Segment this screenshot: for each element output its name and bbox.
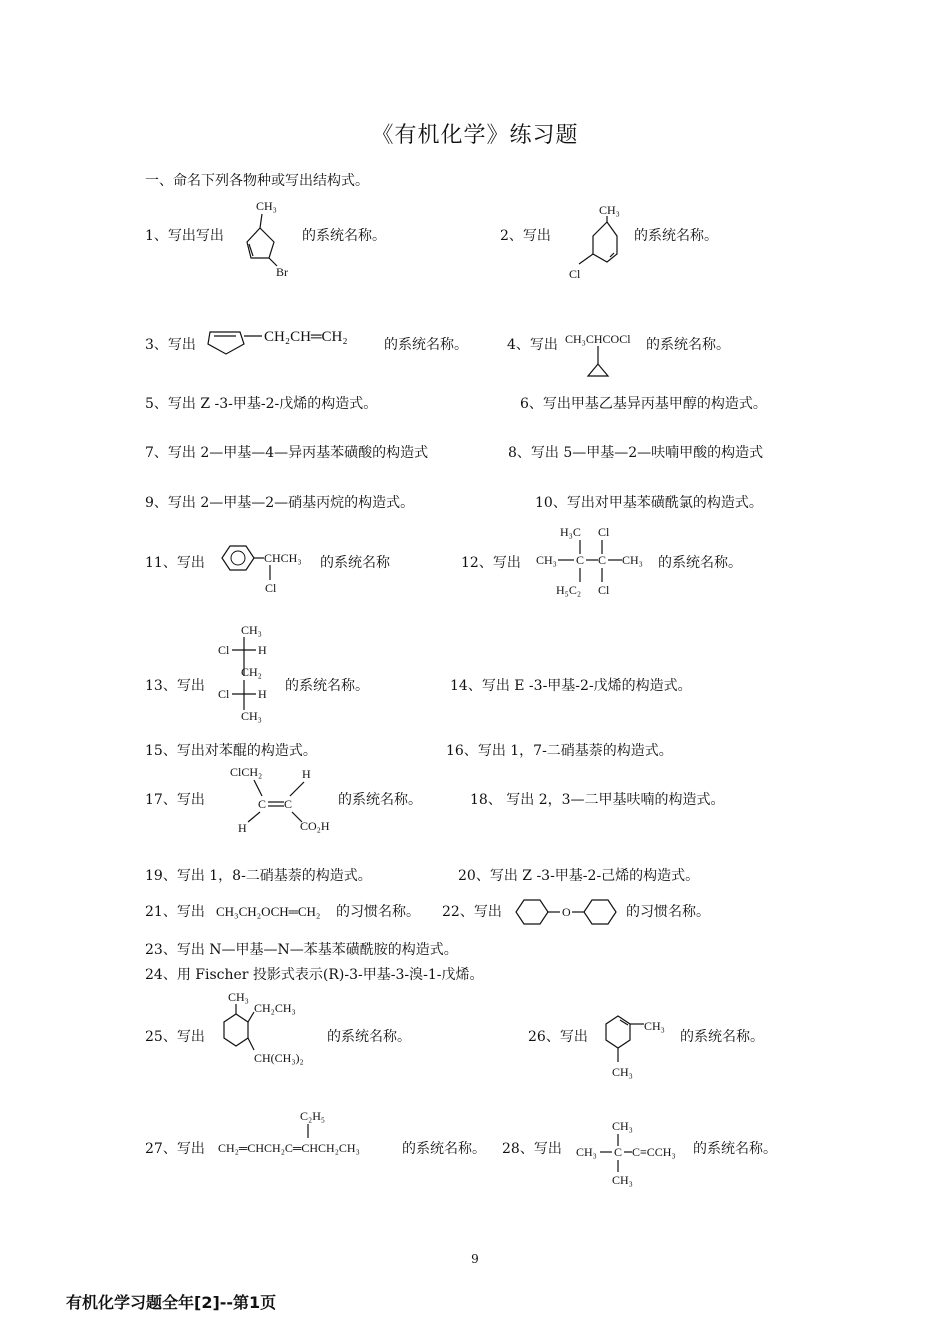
q22-prefix: 22、写出 xyxy=(442,904,502,920)
q28-suffix: 的系统名称。 xyxy=(693,1141,777,1157)
q26-ch3-right-label: CH₃ xyxy=(644,1019,665,1033)
q4-prefix: 4、写出 xyxy=(507,337,558,353)
q13-cl1-label: Cl xyxy=(218,643,230,657)
q4-suffix: 的系统名称。 xyxy=(646,337,730,353)
q17-c2-label: C xyxy=(284,797,293,811)
section-heading: 一、命名下列各物种或写出结构式。 xyxy=(145,173,369,189)
q28-alkyne-label: C≡CCH₃ xyxy=(632,1145,676,1159)
q27-suffix: 的系统名称。 xyxy=(402,1141,486,1157)
q2-ch3-label: CH₃ xyxy=(599,203,620,217)
page-title: 《有机化学》练习题 xyxy=(371,123,579,148)
q13-ch3-top-label: CH₃ xyxy=(241,623,262,637)
q28-alkyne-structure xyxy=(576,1118,686,1188)
q13-h1-label: H xyxy=(258,643,267,657)
q17-h-bottom-label: H xyxy=(238,821,247,835)
q17-c1-label: C xyxy=(258,797,267,811)
q28-ch3-top-label: CH₃ xyxy=(612,1119,633,1133)
q26-cyclohexene-structure xyxy=(598,1010,678,1082)
page-number: 9 xyxy=(471,1252,479,1266)
q12-h3c-label: H₃C xyxy=(560,525,581,539)
q3-prefix: 3、写出 xyxy=(145,337,196,353)
q18-text: 18、 写出 2，3—二甲基呋喃的构造式。 xyxy=(470,792,725,808)
q27-diene-structure xyxy=(218,1106,398,1158)
q23-text: 23、写出 N—甲基—N—苯基苯磺酰胺的构造式。 xyxy=(145,942,458,958)
q3-suffix: 的系统名称。 xyxy=(384,337,468,353)
q16-text: 16、写出 1，7-二硝基萘的构造式。 xyxy=(446,743,673,759)
q12-dichloro-structure xyxy=(536,522,656,602)
q3-chain-label: CH₂CH═CH₂ xyxy=(264,329,348,345)
q27-chain-label: CH₂═CHCH₂C═CHCH₂CH₃ xyxy=(218,1141,360,1155)
q28-ch3-left-label: CH₃ xyxy=(576,1145,597,1159)
q17-alkene-structure xyxy=(230,764,340,836)
q19-text: 19、写出 1，8-二硝基萘的构造式。 xyxy=(145,868,372,884)
q17-prefix: 17、写出 xyxy=(145,792,205,808)
q27-ethyl-label: C₂H₅ xyxy=(300,1109,326,1123)
q26-ch3-bottom-label: CH₃ xyxy=(612,1065,633,1079)
q17-clch2-label: ClCH₂ xyxy=(230,765,263,779)
q1-cyclopentene-structure xyxy=(242,198,302,278)
q25-isopropyl-label: CH(CH₃)₂ xyxy=(254,1051,304,1065)
q12-ch3-left-label: CH₃ xyxy=(536,553,557,567)
q8-text: 8、写出 5—甲基—2—呋喃甲酸的构造式 xyxy=(508,445,764,461)
q25-suffix: 的系统名称。 xyxy=(327,1029,411,1045)
q13-h2-label: H xyxy=(258,687,267,701)
q12-h5c2-label: H₅C₂ xyxy=(556,583,582,597)
q12-cl-bottom-label: Cl xyxy=(598,583,610,597)
q4-formula-label: CH₃CHCOCl xyxy=(565,332,631,346)
q26-suffix: 的系统名称。 xyxy=(680,1029,764,1045)
q10-text: 10、写出对甲基苯磺酰氯的构造式。 xyxy=(535,495,763,511)
q25-ethyl-label: CH₂CH₃ xyxy=(254,1001,296,1015)
q11-prefix: 11、写出 xyxy=(145,555,205,571)
q1-ch3-label: CH₃ xyxy=(256,199,277,213)
q13-prefix: 13、写出 xyxy=(145,678,205,694)
q12-suffix: 的系统名称。 xyxy=(658,555,742,571)
q11-chain-label: CHCH₃ xyxy=(264,551,302,565)
q28-c-label: C xyxy=(614,1145,623,1159)
q12-prefix: 12、写出 xyxy=(461,555,521,571)
q2-suffix: 的系统名称。 xyxy=(634,228,718,244)
q9-text: 9、写出 2—甲基—2—硝基丙烷的构造式。 xyxy=(145,495,415,511)
q25-prefix: 25、写出 xyxy=(145,1029,205,1045)
q25-cyclohexane-structure xyxy=(214,988,324,1072)
q1-prefix: 1、写出写出 xyxy=(145,228,224,244)
q28-ch3-bottom-label: CH₃ xyxy=(612,1173,633,1187)
q22-suffix: 的习惯名称。 xyxy=(626,904,710,920)
q13-ch3-bottom-label: CH₃ xyxy=(241,709,262,723)
q13-suffix: 的系统名称。 xyxy=(285,678,369,694)
q1-suffix: 的系统名称。 xyxy=(302,228,386,244)
q3-cyclopentene-structure xyxy=(204,322,384,358)
q2-prefix: 2、写出 xyxy=(500,228,551,244)
q2-cyclohexene-structure xyxy=(565,200,635,282)
q22-ether-structure xyxy=(516,896,626,928)
q15-text: 15、写出对苯醌的构造式。 xyxy=(145,743,317,759)
q5-text: 5、写出 Z -3-甲基-2-戊烯的构造式。 xyxy=(145,396,378,412)
q2-cl-label: Cl xyxy=(569,267,581,281)
q25-ch3-label: CH₃ xyxy=(228,990,249,1004)
footer-caption: 有机化学习题全年[2]--第1页 xyxy=(66,1293,277,1312)
q26-prefix: 26、写出 xyxy=(528,1029,588,1045)
q27-prefix: 27、写出 xyxy=(145,1141,205,1157)
q4-acyl-chloride-structure xyxy=(565,330,645,380)
q21-formula: CH₃CH₂OCH═CH₂ xyxy=(216,904,321,919)
q17-suffix: 的系统名称。 xyxy=(338,792,422,808)
q17-h-top-label: H xyxy=(302,767,311,781)
q24-text: 24、用 Fischer 投影式表示(R)-3-甲基-3-溴-1-戊烯。 xyxy=(145,967,484,983)
q21-prefix: 21、写出 xyxy=(145,904,205,920)
q13-ch2-label: CH₂ xyxy=(241,665,262,679)
q12-c2-label: C xyxy=(598,553,607,567)
q14-text: 14、写出 E -3-甲基-2-戊烯的构造式。 xyxy=(450,678,692,694)
q12-ch3-right-label: CH₃ xyxy=(622,553,643,567)
q1-br-label: Br xyxy=(276,265,288,279)
q13-cl2-label: Cl xyxy=(218,687,230,701)
q22-o-label: O xyxy=(562,905,571,919)
q20-text: 20、写出 Z -3-甲基-2-己烯的构造式。 xyxy=(458,868,700,884)
q11-cl-label: Cl xyxy=(265,581,277,595)
q12-cl-top-label: Cl xyxy=(598,525,610,539)
q28-prefix: 28、写出 xyxy=(502,1141,562,1157)
q13-fischer-structure xyxy=(216,620,286,724)
q17-co2h-label: CO₂H xyxy=(300,819,330,833)
q7-text: 7、写出 2—甲基—4—异丙基苯磺酸的构造式 xyxy=(145,445,429,461)
q11-benzene-structure xyxy=(218,540,318,598)
q21-suffix: 的习惯名称。 xyxy=(336,904,420,920)
q12-c1-label: C xyxy=(576,553,585,567)
q11-suffix: 的系统名称 xyxy=(320,555,390,571)
q6-text: 6、写出甲基乙基异丙基甲醇的构造式。 xyxy=(520,396,767,412)
